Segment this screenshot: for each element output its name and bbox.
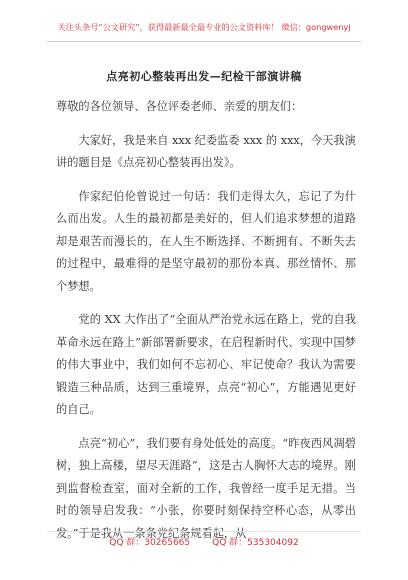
qq-group-1: QQ 群：30265665 xyxy=(109,538,191,548)
header-divider xyxy=(47,41,361,42)
paragraph-party-congress: 党的 XX 大作出了“全面从严治党永远在路上，党的自我革命永远在路上”新部署新要求，在启程新时代、实现中国梦的伟大事业中，我们如何不忘初心、牢记使命？我认为需要锻造三种品质，达到三重境界，点亮“初心”，方能遇见更好的自己。 xyxy=(56,313,356,416)
document-title: 点亮初心整装再出发—纪检干部演讲稿 xyxy=(106,70,302,83)
document-body xyxy=(56,96,356,556)
paragraph-light-the-heart: 点亮“初心”，我们要有身处低处的高度。“昨夜西风凋碧树，独上高楼，望尽天涯路”，这是古人胸怀大志的境界。刚到监督检查室，面对全新的工作，我曾经一度手足无措。当时的领导启发我：“小张，你要时刻保持空杯心态，从零出发。”于是我从一条条党纪条规看起，从 xyxy=(56,436,356,540)
paragraph-quote: 作家纪伯伦曾说过一句话：我们走得太久，忘记了为什么而出发。人生的最初都是美好的，但人们追求梦想的道路却是艰苦而漫长的，在人生不断选择、不断拥有、不断失去的过程中，最难得的是坚守最初的那份本真、那丝情怀、那个梦想。 xyxy=(56,189,356,293)
footer-contacts xyxy=(47,535,361,548)
footer-divider xyxy=(47,531,361,532)
salutation: 尊敬的各位领导、各位评委老师、亲爱的朋友们： xyxy=(56,100,303,113)
paragraph-intro: 大家好，我是来自 xxx 纪委监委 xxx 的 xxx，今天我演讲的题目是《点亮初心整装再出发》。 xyxy=(56,133,356,169)
qq-group-2: QQ 群：535304092 xyxy=(212,538,299,548)
header-banner: 关注头条号“公文研究”，获得最新最全最专业的公文资料库！ 微信：gongwenyj xyxy=(57,22,351,32)
